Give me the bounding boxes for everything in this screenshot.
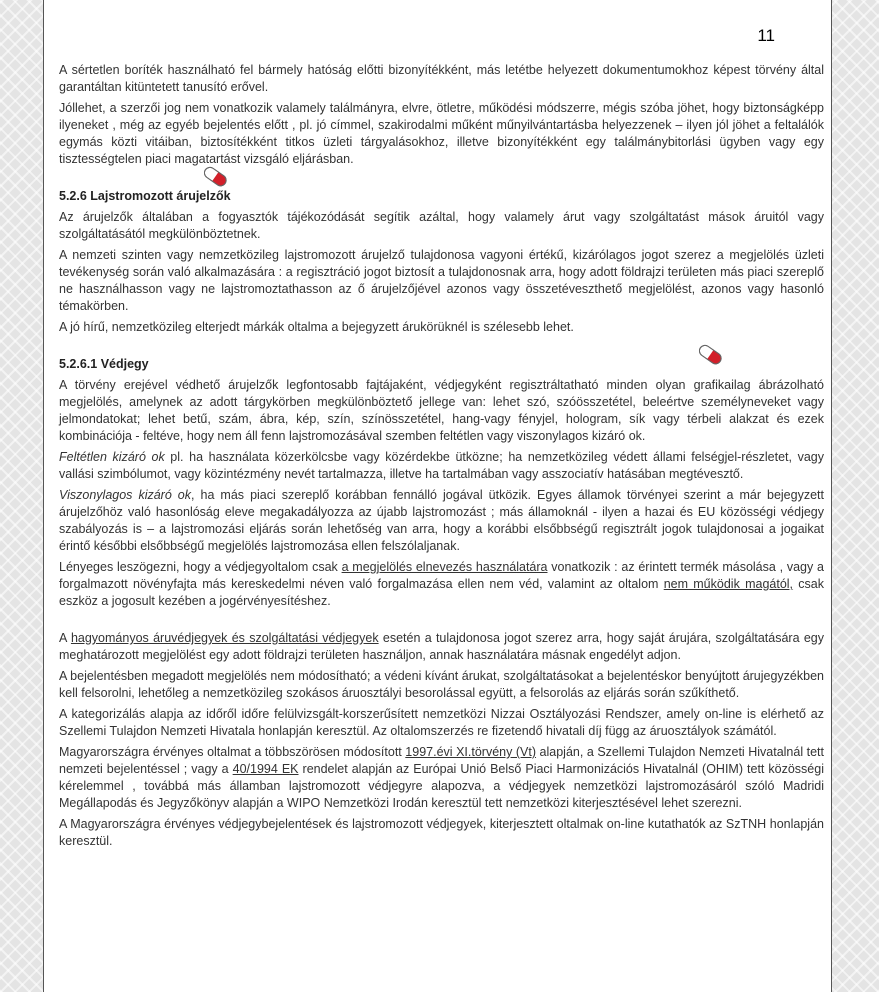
paragraph (59, 744, 824, 812)
paragraph: A Magyarországra érvényes védjegybejelentések és lajstromozott védjegyek, kiterjesztett oltalmak on-line kutathatók az SzTNH honlapján keresztül. (59, 817, 824, 848)
paragraph-text: esetén a tulajdonosa jogot szerez arra, hogy saját árujára, szolgáltatására egy meghatározott megjelölést egy adott földrajzi területen használjon, annak használatára másnak engedélyt adjon. (59, 631, 824, 662)
emphasis-text: Feltétlen kizáró ok (59, 450, 165, 464)
subsection-heading-wrap (59, 356, 824, 373)
paragraph-text: Magyarországra érvényes oltalmat a többszörösen módosított (59, 745, 406, 759)
subsection-heading: 5.2.6.1 Védjegy (59, 357, 149, 371)
section-heading-wrap (59, 188, 824, 205)
paragraph (59, 559, 824, 610)
paragraph: A jó hírű, nemzetközileg elterjedt márkák oltalma a bejegyzett árukörüknél is szélesebb lehet. (59, 320, 574, 334)
paragraph-text: vonatkozik : az érintett termék másolása , vagy a forgalmazott növényfajta más kereskedelmi néven való forgalmazása ellen nem véd, valamint az oltalom (59, 560, 824, 591)
paragraph-text: alapján, a Szellemi Tulajdon Nemzeti Hivatalnál tett nemzeti bejelentéssel ; vagy a (59, 745, 824, 776)
paragraph (59, 487, 824, 555)
paragraph-text: csak eszköz a jogosult kezében a jogérvényesítéshez. (59, 577, 824, 608)
paragraph-text: rendelet alapján az Európai Unió Belső Piaci Harmonizációs Hivatalnál (OHIM) tett közösségi kérelemmel , továbbá más államban lajstromozott védjegyre alapozva, a védjegyek nemzetközi lajstromozásáról szóló Madridi Megállapodás és Jegyzőkönyv alapján a WIPO Nemzetközi Irodán keresztül tett nemzetközi kiterjesztésével lehet szerezni. (59, 762, 824, 810)
pill-icon (202, 166, 228, 179)
paragraph: A nemzeti szinten vagy nemzetközileg lajstromozott árujelző tulajdonosa vagyoni értékű, kizárólagos jogot szerez a megjelölés üzleti tevékenység során való alkalmazására : a regisztráció jogot biztosít a tulajdonosnak arra, hogy adott földrajzi területen más piaci szereplő ne használhasson vagy ne lajstromoztathasson az ő árujelzőjével azonos vagy összetéveszthető megjelölést, azonos vagy hasonló témakörben. (59, 248, 824, 313)
underlined-text: hagyományos áruvédjegyek és szolgáltatási védjegyek (70, 631, 379, 645)
paragraph-text: Lényeges leszögezni, hogy a védjegyoltalom csak (59, 560, 342, 574)
paragraph: Jóllehet, a szerzői jog nem vonatkozik valamely találmányra, elvre, ötletre, működési módszerre, mégis szóba jöhet, hogy biztonságképp ilyeneket , még az egyéb bejelentés előtt , pl. jó címmel, szakirodalmi műként műnyilvántartásba helyezzenek – ilyen jól jöhet a feltalálók egymás közti vitáiban, biztosítékként titkos üzleti tárgyalásokhoz, illetve bizonyítékként egy találmánybitorlási ügyben vagy egy tisztességtelen piaci magatartást vizsgáló eljárásban. (59, 101, 824, 166)
underlined-text: nem működik magától, (663, 577, 794, 591)
paragraph: A bejelentésben megadott megjelölés nem módosítható; a védeni kívánt árukat, szolgáltatásokat a bejelentéskor benyújtott árujegyzékben kell felsorolni, lehetőleg a nemzetközileg szokásos áruosztályi besorolással együtt, a felsorolás az eljárás során szűkíthető. (59, 669, 824, 700)
emphasis-text: Viszonylagos kizáró ok (59, 488, 192, 502)
page-number: 11 (757, 26, 775, 45)
paragraph (59, 630, 824, 664)
underlined-text: a megjelölés elnevezés használatára (341, 560, 548, 574)
paragraph-text: A (59, 631, 71, 645)
page-content (59, 62, 824, 854)
paragraph (59, 449, 824, 483)
paragraph: A törvény erejével védhető árujelzők legfontosabb fajtájaként, védjegyként regisztráltatható minden olyan grafikailag ábrázolható megjelölés, amelynek az adott tárgykörben megkülönböztető jellege van: lehet szó, szóösszetétel, beleértve személyneveket vagy jelmondatokat; lehet betű, szám, ábra, kép, szín, színösszetétel, hang-vagy fényjel, hologram, sík vagy térbeli alakzat és ezek kombinációja - feltéve, hogy nem áll fenn lajstromozásával szemben feltétlen vagy viszonylagos kizáró ok. (59, 378, 824, 443)
paragraph: Az árujelzők általában a fogyasztók tájékozódását segítik azáltal, hogy valamely árut vagy szolgáltatást mások áruitól vagy szolgáltatásától megkülönböztetnek. (59, 210, 824, 241)
document-page (43, 0, 832, 992)
paragraph-text: , ha más piaci szereplő korábban fennálló jogával ütközik. Egyes államok törvényei szerint a már bejegyzett árujelzőhöz való hasonlóság eleve megakadályozza az újabb lajstromozást ; más államoknál - ilyen a hazai és EU közösségi védjegy szabályozás is – a lajstromozási eljárás során lehetőség van arra, hogy a korábbi elsőbbségű regisztrált jogok tulajdonosai a jogaikat érintő későbbi elsőbbségű megjelölés lajstromozása ellen felszólaljanak. (59, 488, 824, 553)
law-reference: 1997.évi XI.törvény (Vt) (405, 745, 537, 759)
paragraph: A sértetlen boríték használható fel bármely hatóság előtti bizonyítékként, más letétbe helyezett dokumentumokhoz képest törvény által garantáltan kitüntetett tanusító erővel. (59, 63, 824, 94)
regulation-reference: 40/1994 EK (232, 762, 299, 776)
paragraph: A kategorizálás alapja az időről időre felülvizsgált-korszerűsített nemzetközi Nizzai Osztályozási Rendszer, amely on-line is elérhető az Szellemi Tulajdon Nemzeti Hivatala honlapján keresztül. Az oltalomszerzés re fizetendő hivatali díj függ az áruosztályok számától. (59, 707, 824, 738)
pill-icon (697, 344, 723, 357)
paragraph-text: pl. ha használata közerkölcsbe vagy közérdekbe ütközne; ha nemzetközileg védett állami felségjel-részletet, vagy vallási szimbólumot, vagy közintézmény nevét tartalmazza, illetve ha tartalmában vagy asszociatív hatásában megtévesztő. (59, 450, 825, 481)
section-heading: 5.2.6 Lajstromozott árujelzők (59, 189, 231, 203)
